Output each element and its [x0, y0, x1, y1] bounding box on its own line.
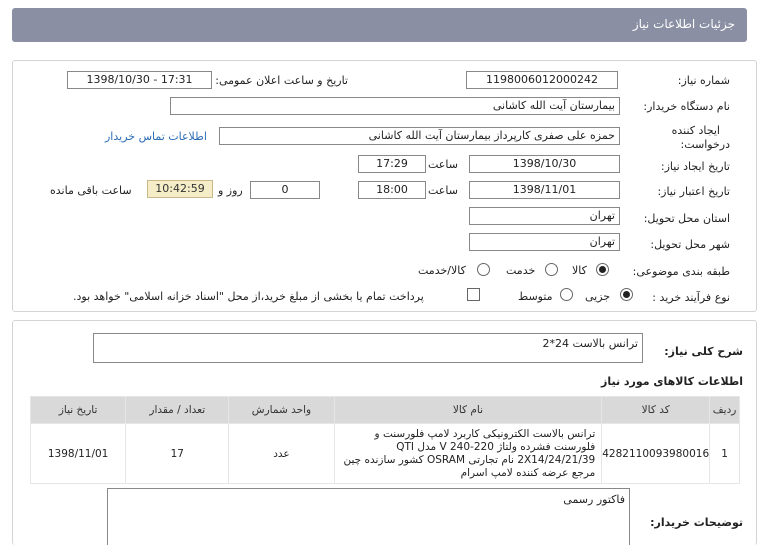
cell-name: ترانس بالاست الکترونیکی کاربرد لامپ فلورسنت و فلورسنت فشرده ولتاژ 220-240 V مدل QTI 2X14/24/21/39 نام تجارتی OSRAM کشور سازنده چین مرجع عرضه کننده لامپ اسرام — [334, 424, 602, 484]
cell-row: 1 — [710, 424, 740, 484]
category-both-label: کالا/خدمت — [418, 264, 466, 277]
page-title: جزئیات اطلاعات نیاز — [632, 17, 735, 31]
remaining-time-field: 10:42:59 — [147, 180, 213, 198]
category-goods-label: کالا — [572, 264, 587, 277]
need-number-label: شماره نیاز: — [677, 74, 730, 87]
process-type-label: نوع فرآیند خرید : — [652, 291, 730, 304]
category-both-radio[interactable] — [477, 263, 490, 276]
general-desc-label: شرح کلی نیاز: — [664, 345, 743, 358]
buyer-org-label: نام دستگاه خریدار: — [643, 100, 730, 113]
process-partial-label: جزیی — [585, 290, 611, 303]
buyer-notes-field[interactable]: فاکتور رسمی — [107, 488, 630, 545]
created-time-label: ساعت — [428, 158, 458, 171]
treasury-payment-checkbox[interactable] — [467, 288, 480, 301]
col-unit: واحد شمارش — [229, 397, 334, 424]
items-table-header — [31, 397, 740, 424]
days-field[interactable]: 0 — [250, 181, 320, 199]
valid-time-label: ساعت — [428, 184, 458, 197]
items-heading: اطلاعات کالاهای مورد نیاز — [601, 375, 743, 388]
buyer-org-field[interactable]: بیمارستان آیت الله کاشانی — [170, 97, 620, 115]
general-desc-field[interactable]: ترانس بالاست 24*2 — [93, 333, 643, 363]
category-goods-radio[interactable] — [596, 263, 609, 276]
treasury-payment-note: پرداخت تمام یا بخشی از مبلغ خرید،از محل "اسناد خزانه اسلامی" خواهد بود. — [73, 290, 424, 303]
category-service-radio[interactable] — [545, 263, 558, 276]
created-date-label: تاریخ ایجاد نیاز: — [660, 160, 730, 173]
province-field[interactable]: تهران — [469, 207, 620, 225]
creator-label-1: ایجاد کننده — [671, 124, 720, 137]
col-name: نام کالا — [334, 397, 602, 424]
page-header — [12, 8, 747, 42]
valid-date-label: تاریخ اعتبار نیاز: — [657, 185, 730, 198]
city-field[interactable]: تهران — [469, 233, 620, 251]
city-label: شهر محل تحویل: — [650, 238, 730, 251]
province-label: استان محل تحویل: — [643, 212, 730, 225]
remaining-label: ساعت باقی مانده — [50, 184, 132, 197]
table-row[interactable] — [31, 424, 740, 484]
cell-unit: عدد — [229, 424, 334, 484]
col-date: تاریخ نیاز — [31, 397, 126, 424]
category-service-label: خدمت — [506, 264, 536, 277]
items-table — [30, 396, 740, 484]
cell-qty: 17 — [126, 424, 229, 484]
process-medium-radio[interactable] — [560, 288, 573, 301]
col-qty: تعداد / مقدار — [126, 397, 229, 424]
valid-time-field[interactable]: 18:00 — [358, 181, 426, 199]
category-label: طبقه بندی موضوعی: — [632, 265, 730, 278]
need-number-field[interactable]: 1198006012000242 — [466, 71, 618, 89]
col-code: کد کالا — [602, 397, 710, 424]
announce-datetime-field[interactable]: 1398/10/30 - 17:31 — [67, 71, 212, 89]
buyer-notes-label: توضیحات خریدار: — [650, 516, 743, 529]
creator-field[interactable]: حمزه علی صفری کارپرداز بیمارستان آیت الله کاشانی — [219, 127, 620, 145]
buyer-contact-link[interactable]: اطلاعات تماس خریدار — [105, 130, 207, 143]
col-row: ردیف — [710, 397, 740, 424]
process-medium-label: متوسط — [518, 290, 553, 303]
cell-code: 4282110093980016 — [602, 424, 710, 484]
process-partial-radio[interactable] — [620, 288, 633, 301]
cell-date: 1398/11/01 — [31, 424, 126, 484]
valid-date-field[interactable]: 1398/11/01 — [469, 181, 620, 199]
creator-label-2: درخواست: — [680, 138, 730, 151]
created-time-field[interactable]: 17:29 — [358, 155, 426, 173]
created-date-field[interactable]: 1398/10/30 — [469, 155, 620, 173]
announce-label: تاریخ و ساعت اعلان عمومی: — [215, 74, 348, 87]
days-label: روز و — [218, 184, 243, 197]
